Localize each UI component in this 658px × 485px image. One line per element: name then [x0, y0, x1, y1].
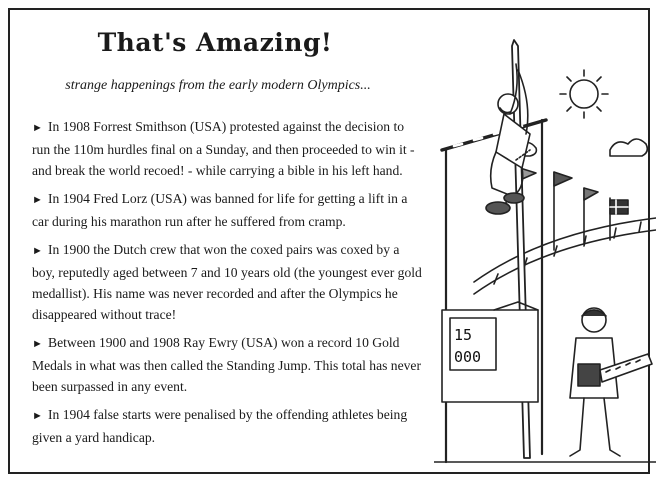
article-title: That's Amazing!: [97, 28, 333, 57]
chainsaw-man-figure: [570, 308, 652, 456]
fact-item: [32, 239, 424, 325]
fact-text: In 1904 false starts were penalised by the offending athletes being given a yard handicap.: [32, 407, 408, 445]
pole-vaulter-figure: [486, 64, 530, 214]
bullet-arrow-icon: ►: [32, 338, 43, 350]
article-subtitle: strange happenings from the early modern Olympics...: [65, 78, 371, 93]
fact-text: In 1900 the Dutch crew that won the coxed pairs was coxed by a boy, reputedly aged between 7 and 10 years old (the youngest ever gold medallist). His name was never recorded and after the Olympics he disappeared without trace!: [32, 242, 422, 322]
scoreboard-line-2: 000: [454, 348, 482, 366]
fact-text: In 1908 Forrest Smithson (USA) protested against the decision to run the 110m hurdles final on a Sunday, and then proceeded to win it - and break the world recoed! - while carrying a bible in his left hand.: [32, 119, 415, 178]
fact-item: [32, 404, 424, 448]
bullet-arrow-icon: ►: [32, 245, 43, 257]
fact-item: [32, 188, 424, 232]
flags-group: [520, 168, 628, 254]
bullet-arrow-icon: ►: [32, 410, 43, 422]
scoreboard-line-1: 15: [454, 326, 473, 344]
fact-item: [32, 116, 424, 181]
sun-icon: [560, 70, 608, 118]
fact-text: In 1904 Fred Lorz (USA) was banned for life for getting a lift in a car during his marathon run after he suffered from cramp.: [32, 191, 408, 229]
fact-item: [32, 332, 424, 397]
cartoon-illustration: [434, 22, 656, 478]
article-frame: [8, 8, 650, 474]
bullet-arrow-icon: ►: [32, 194, 43, 206]
fact-text: Between 1900 and 1908 Ray Ewry (USA) won a record 10 Gold Medals in what was then called the Standing Jump. This total has never been surpassed in any event.: [32, 335, 421, 394]
facts-list: [32, 116, 424, 455]
bullet-arrow-icon: ►: [32, 122, 43, 134]
cloud-icon: [610, 139, 647, 156]
